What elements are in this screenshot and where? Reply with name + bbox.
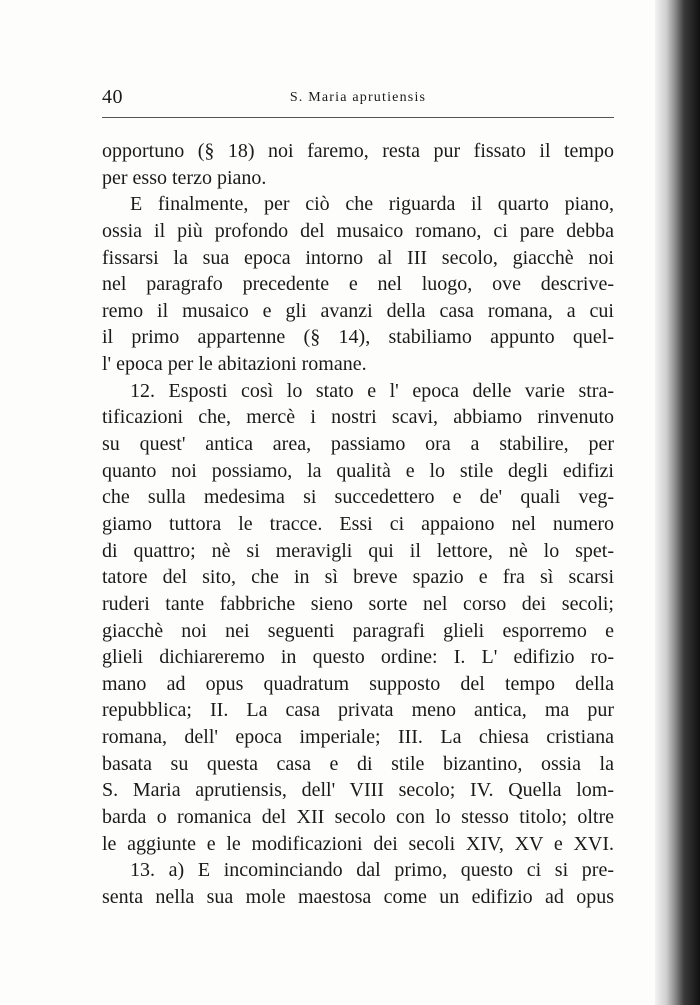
text-line: giacchè noi nei seguenti paragrafi glieli esporremo e [102,619,614,642]
text-line: glieli dichiareremo in questo ordine: I. L' edifizio ro- [102,646,614,669]
running-header [102,86,614,110]
text-line: di quattro; nè si meravigli qui il lettore, nè lo spet- [102,539,614,562]
page-edge-shadow [655,0,700,1005]
header-rule [102,117,614,118]
text-line: basata su questa casa e di stile bizantino, ossia la [102,752,614,775]
text-line: l' epoca per le abitazioni romane. [102,353,367,376]
text-line: il primo appartenne (§ 14), stabiliamo appunto quel- [102,326,614,349]
text-line: su quest' antica area, passiamo ora a stabilire, per [102,433,614,456]
text-line: senta nella sua mole maestosa come un edifizio ad opus [102,885,614,908]
text-line: per esso terzo piano. [102,166,267,189]
text-line: 13. a) E incominciando dal primo, questo ci si pre- [130,859,614,882]
text-line: E finalmente, per ciò che riguarda il quarto piano, [130,193,614,216]
body-text [102,138,614,911]
text-line: 12. Esposti così lo stato e l' epoca delle varie stra- [130,379,614,402]
text-line: S. Maria aprutiensis, dell' VIII secolo; IV. Quella lom- [102,779,614,802]
page-number: 40 [102,86,123,108]
text-line: che sulla medesima si succedettero e de' quali veg- [102,486,614,509]
text-line: ruderi tante fabbriche sieno sorte nel corso dei secoli; [102,592,614,615]
text-line: romana, dell' epoca imperiale; III. La chiesa cristiana [102,726,614,749]
text-line: tatore del sito, che in sì breve spazio e fra sì scarsi [102,566,614,589]
text-line: giamo tuttora le tracce. Essi ci appaiono nel numero [102,512,614,535]
text-line: repubblica; II. La casa privata meno antica, ma pur [102,699,614,722]
running-title: S. Maria aprutiensis [289,90,427,105]
text-line: le aggiunte e le modificazioni dei secoli XIV, XV e XVI. [102,832,614,855]
text-line: nel paragrafo precedente e nel luogo, ove descrive- [102,273,614,296]
text-line: remo il musaico e gli avanzi della casa romana, a cui [102,299,614,322]
text-line: mano ad opus quadratum supposto del tempo della [102,672,614,695]
text-line: fissarsi la sua epoca intorno al III secolo, giacchè noi [102,246,614,269]
text-line: opportuno (§ 18) noi faremo, resta pur fissato il tempo [102,140,614,162]
text-line: barda o romanica del XII secolo con lo stesso titolo; oltre [102,806,614,829]
text-line: quanto noi possiamo, la qualità e lo stile degli edifizi [102,459,614,482]
text-line: tificazioni che, mercè i nostri scavi, abbiamo rinvenuto [102,406,614,429]
text-line: ossia il più profondo del musaico romano, ci pare debba [102,219,614,242]
